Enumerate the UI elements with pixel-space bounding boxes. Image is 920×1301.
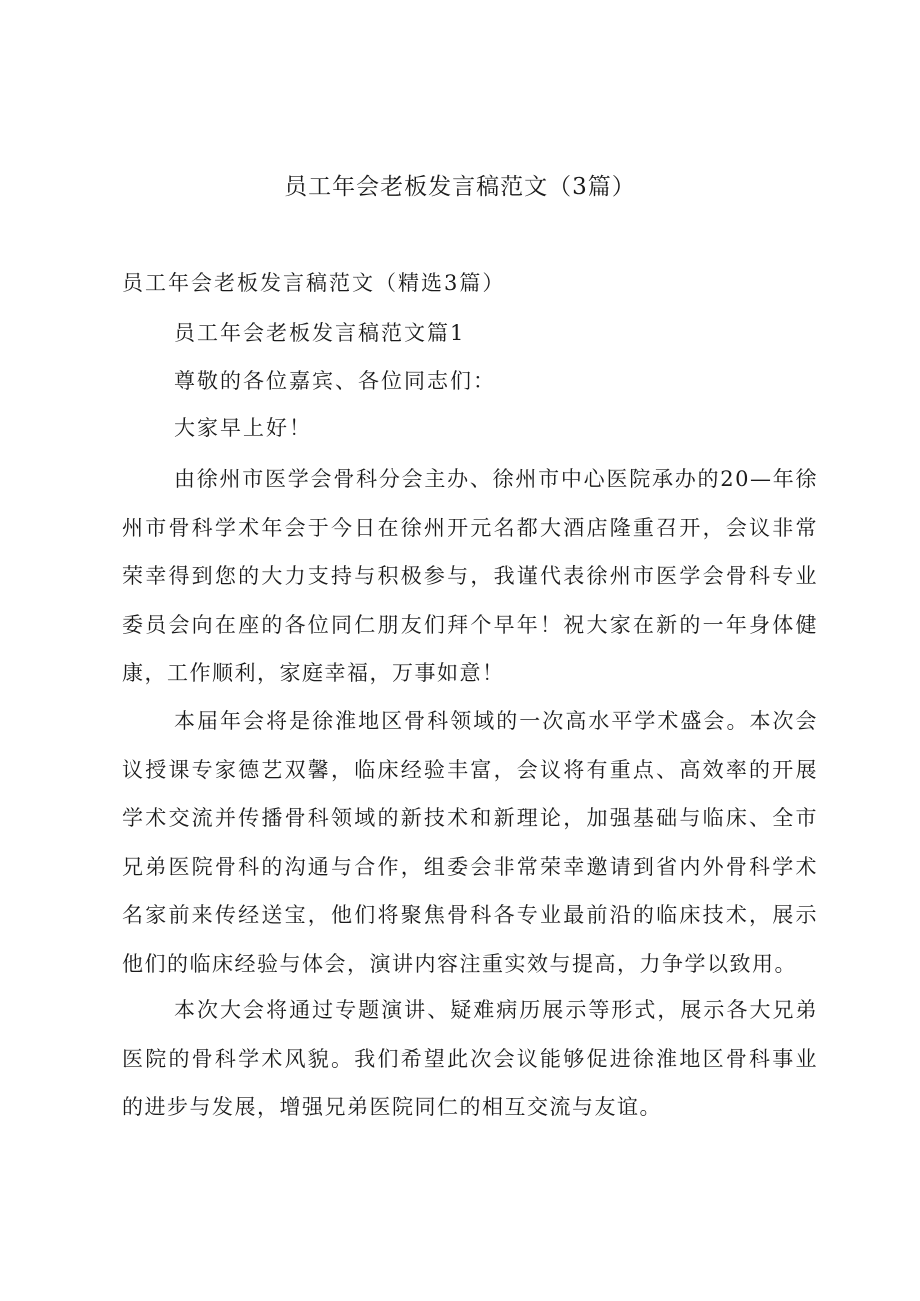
body-paragraph: 本次大会将通过专题演讲、疑难病历展示等形式，展示各大兄弟医院的骨科学术风貌。我们希望此次会议能够促进徐淮地区骨科事业的进步与发展，增强兄弟医院同仁的相互交流与友谊。 [122, 998, 818, 1119]
section-heading: 员工年会老板发言稿范文篇1 [174, 321, 466, 345]
morning-greeting: 大家早上好！ [174, 416, 312, 440]
salutation: 尊敬的各位嘉宾、各位同志们： [174, 369, 496, 393]
document-title: 员工年会老板发言稿范文（3篇） [284, 174, 636, 200]
document-subtitle: 员工年会老板发言稿范文（精选3篇） [122, 271, 506, 295]
body-paragraph: 本届年会将是徐淮地区骨科领域的一次高水平学术盛会。本次会议授课专家德艺双馨，临床经验丰富，会议将有重点、高效率的开展学术交流并传播骨科领域的新技术和新理论，加强基础与临床、全市兄弟医院骨科的沟通与合作，组委会非常荣幸邀请到省内外骨科学术名家前来传经送宝，他们将聚焦骨科各专业最前沿的临床技术，展示他们的临床经验与体会，演讲内容注重实效与提高，力争学以致用。 [122, 709, 818, 976]
body-paragraph: 由徐州市医学会骨科分会主办、徐州市中心医院承办的20—年徐州市骨科学术年会于今日在徐州开元名都大酒店隆重召开，会议非常荣幸得到您的大力支持与积极参与，我谨代表徐州市医学会骨科专业委员会向在座的各位同仁朋友们拜个早年！祝大家在新的一年身体健康，工作顺利，家庭幸福，万事如意！ [122, 467, 818, 685]
